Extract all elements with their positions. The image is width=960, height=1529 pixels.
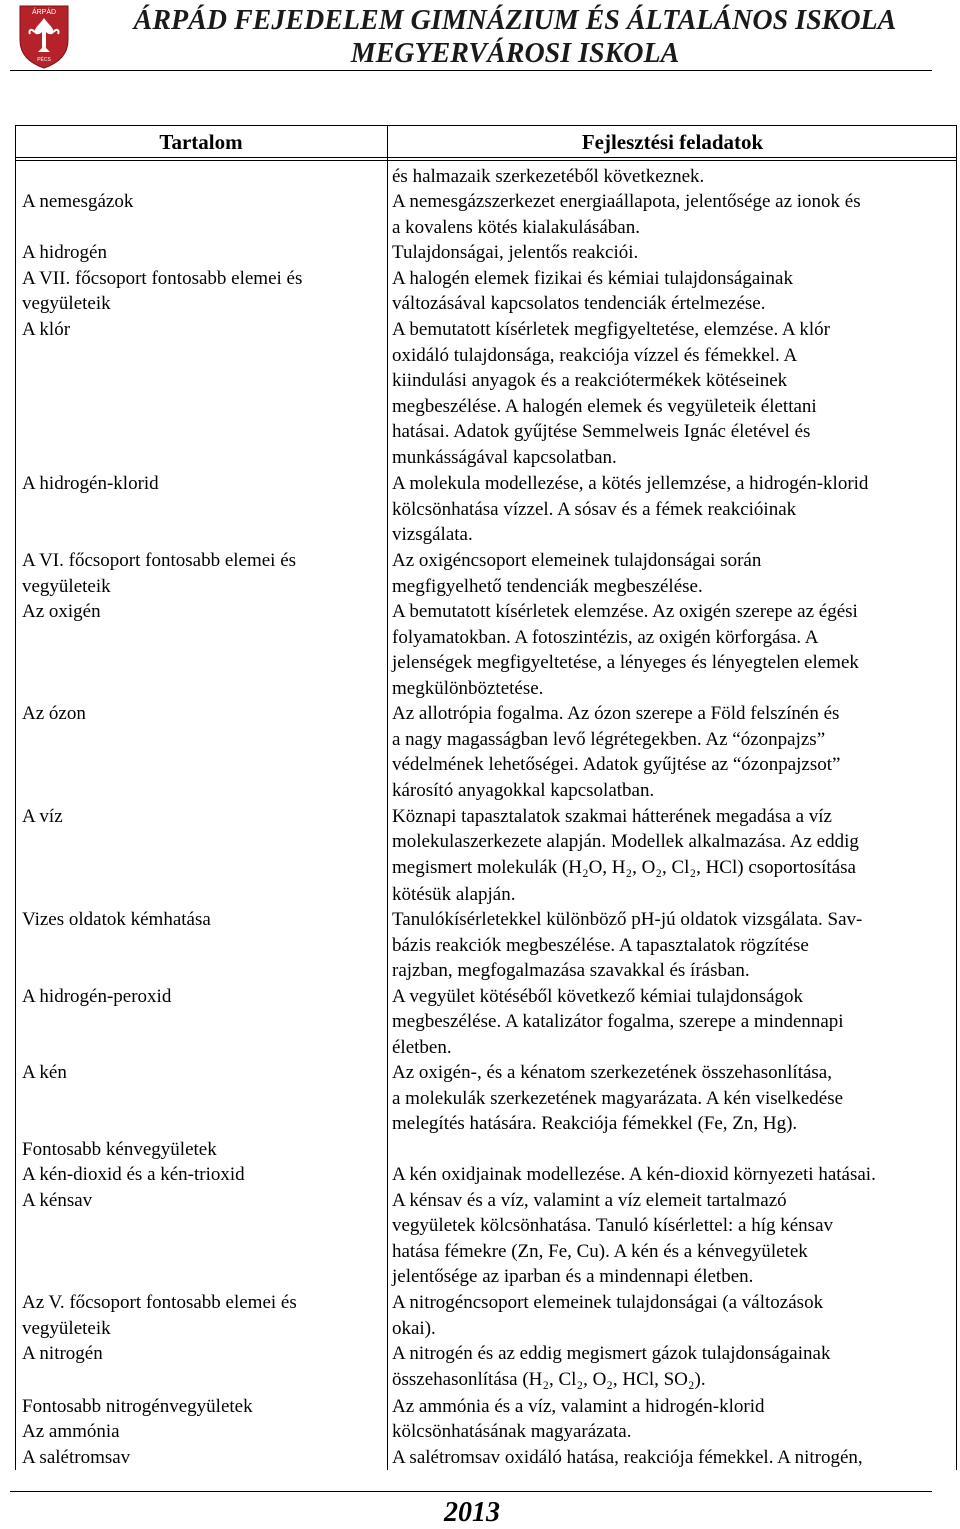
task-line: A bemutatott kísérletek megfigyeltetése, elemzése. A klór xyxy=(392,319,830,340)
task-line: megkülönböztetése. xyxy=(392,678,544,699)
task-line: Tulajdonságai, jelentős reakciói. xyxy=(392,242,639,263)
table-border-left xyxy=(15,125,16,1470)
task-line: A vegyület kötéséből következő kémiai tulajdonságok xyxy=(392,986,804,1007)
task-line: A nemesgázszerkezet energiaállapota, jelentősége az ionok és xyxy=(392,191,861,212)
school-name-line-1: ÁRPÁD FEJEDELEM GIMNÁZIUM ÉS ÁLTALÁNOS ISKOLA xyxy=(133,5,897,36)
task-line: okai). xyxy=(392,1318,436,1339)
task-line: A nitrogéncsoport elemeinek tulajdonságai (a változások xyxy=(392,1292,824,1313)
task-line: a nagy magasságban levő légrétegekben. Az “ózonpajzs” xyxy=(392,729,826,750)
logo-bottom-text: PÉCS xyxy=(37,57,51,63)
content-line: A salétromsav xyxy=(22,1447,131,1468)
task-line: károsító anyagokkal kapcsolatban. xyxy=(392,780,655,801)
task-line: A molekula modellezése, a kötés jellemzése, a hidrogén-klorid xyxy=(392,473,869,494)
task-line: A nitrogén és az eddig megismert gázok tulajdonságainak xyxy=(392,1343,831,1364)
content-line: A klór xyxy=(22,319,71,340)
task-line: A kén oxidjainak modellezése. A kén-dioxid környezeti hatásai. xyxy=(392,1164,876,1185)
task-line: munkásságával kapcsolatban. xyxy=(392,447,617,468)
content-line: A hidrogén-klorid xyxy=(22,473,159,494)
content-line: A VII. főcsoport fontosabb elemei és xyxy=(22,268,303,289)
task-line: oxidáló tulajdonsága, reakciója vízzel és fémekkel. A xyxy=(392,345,798,366)
content-line: A VI. főcsoport fontosabb elemei és xyxy=(22,550,297,571)
content-line: Az oxigén xyxy=(22,601,101,622)
content-line: A hidrogén-peroxid xyxy=(22,986,172,1007)
task-line: a kovalens kötés kialakulásában. xyxy=(392,217,640,238)
task-line: vizsgálata. xyxy=(392,524,473,545)
task-line: bázis reakciók megbeszélése. A tapasztalatok rögzítése xyxy=(392,935,809,956)
content-line: A hidrogén xyxy=(22,242,107,263)
task-line: Tanulókísérletekkel különböző pH-jú oldatok vizsgálata. Sav- xyxy=(392,909,863,930)
task-line: Az oxigéncsoport elemeinek tulajdonságai során xyxy=(392,550,762,571)
content-line: A kénsav xyxy=(22,1190,93,1211)
task-line: Az oxigén-, és a kénatom szerkezetének összehasonlítása, xyxy=(392,1062,832,1083)
task-line: A kénsav és a víz, valamint a víz elemeit tartalmazó xyxy=(392,1190,787,1211)
task-line: a molekulák szerkezetének magyarázata. A kén viselkedése xyxy=(392,1088,844,1109)
footer-year: 2013 xyxy=(444,1497,500,1528)
task-line: rajzban, megfogalmazása szavakkal és írásban. xyxy=(392,960,750,981)
content-line: Fontosabb kénvegyületek xyxy=(22,1139,217,1160)
content-line: Az ammónia xyxy=(22,1421,120,1442)
school-crest-logo xyxy=(18,4,70,70)
content-line: Az ózon xyxy=(22,703,86,724)
task-line: vegyületek kölcsönhatása. Tanuló kísérlettel: a híg kénsav xyxy=(392,1215,833,1236)
task-line: és halmazaik szerkezetéből következnek. xyxy=(392,166,705,187)
task-line: molekulaszerkezete alapján. Modellek alkalmazása. Az eddig xyxy=(392,831,859,852)
task-line: kiindulási anyagok és a reakciótermékek kötéseinek xyxy=(392,370,788,391)
task-line: jelentősége az iparban és a mindennapi életben. xyxy=(392,1266,754,1287)
header-divider xyxy=(10,70,932,71)
table-border-right xyxy=(956,125,957,1470)
task-line: védelmének lehetőségei. Adatok gyűjtése az “ózonpajzsot” xyxy=(392,754,841,775)
task-line: hatásai. Adatok gyűjtése Semmelweis Ignác életével és xyxy=(392,421,811,442)
content-line: vegyületeik xyxy=(22,576,111,597)
task-line: megbeszélése. A halogén elemek és vegyületeik élettani xyxy=(392,396,817,417)
content-line: vegyületeik xyxy=(22,1318,111,1339)
content-line: A kén xyxy=(22,1062,67,1083)
task-line: folyamatokban. A fotoszintézis, az oxigén körforgása. A xyxy=(392,627,819,648)
task-line: A salétromsav oxidáló hatása, reakciója fémekkel. A nitrogén, xyxy=(392,1447,863,1468)
task-line: kölcsönhatásának magyarázata. xyxy=(392,1421,632,1442)
task-line: melegítés hatására. Reakciója fémekkel (Fe, Zn, Hg). xyxy=(392,1113,798,1134)
column-header-content: Tartalom xyxy=(159,130,243,154)
task-line: jelenségek megfigyeltetése, a lényeges és lényegtelen elemek xyxy=(392,652,859,673)
task-line: kötésük alapján. xyxy=(392,884,516,905)
content-line: Az V. főcsoport fontosabb elemei és xyxy=(22,1292,297,1313)
task-line: A bemutatott kísérletek elemzése. Az oxigén szerepe az égési xyxy=(392,601,858,622)
footer-divider xyxy=(10,1491,932,1492)
task-line: hatása fémekre (Zn, Fe, Cu). A kén és a kénvegyületek xyxy=(392,1241,808,1262)
task-line: összehasonlítása (H₂, Cl₂, O₂, HCl, SO₂). xyxy=(392,1369,706,1390)
task-line: Köznapi tapasztalatok szakmai hátterének megadása a víz xyxy=(392,806,832,827)
task-line: megismert molekulák (H₂O, H₂, O₂, Cl₂, HCl) csoportosítása xyxy=(392,857,856,878)
logo-top-text: ÁRPÁD xyxy=(31,9,57,16)
table-border-top xyxy=(15,125,957,126)
school-name-line-2: MEGYERVÁROSI ISKOLA xyxy=(350,38,680,69)
task-line: Az ammónia és a víz, valamint a hidrogén-klorid xyxy=(392,1396,765,1417)
content-line: A kén-dioxid és a kén-trioxid xyxy=(22,1164,245,1185)
task-line: változásával kapcsolatos tendenciák értelmezése. xyxy=(392,293,766,314)
task-line: Az allotrópia fogalma. Az ózon szerepe a Föld felszínén és xyxy=(392,703,840,724)
header-row-divider-1 xyxy=(15,157,957,158)
content-line: A víz xyxy=(22,806,63,827)
task-line: megfigyelhető tendenciák megbeszélése. xyxy=(392,576,703,597)
content-line: A nemesgázok xyxy=(22,191,134,212)
task-line: A halogén elemek fizikai és kémiai tulajdonságainak xyxy=(392,268,793,289)
content-line: A nitrogén xyxy=(22,1343,103,1364)
table-column-divider xyxy=(387,125,388,1470)
header-row-divider-2 xyxy=(15,160,957,161)
task-line: megbeszélése. A katalizátor fogalma, szerepe a mindennapi xyxy=(392,1011,844,1032)
task-line: életben. xyxy=(392,1037,452,1058)
content-line: Fontosabb nitrogénvegyületek xyxy=(22,1396,253,1417)
content-line: vegyületeik xyxy=(22,293,111,314)
column-header-tasks: Fejlesztési feladatok xyxy=(581,130,764,154)
page-header xyxy=(0,0,960,80)
task-line: kölcsönhatása vízzel. A sósav és a fémek reakcióinak xyxy=(392,499,797,520)
content-line: Vizes oldatok kémhatása xyxy=(22,909,211,930)
